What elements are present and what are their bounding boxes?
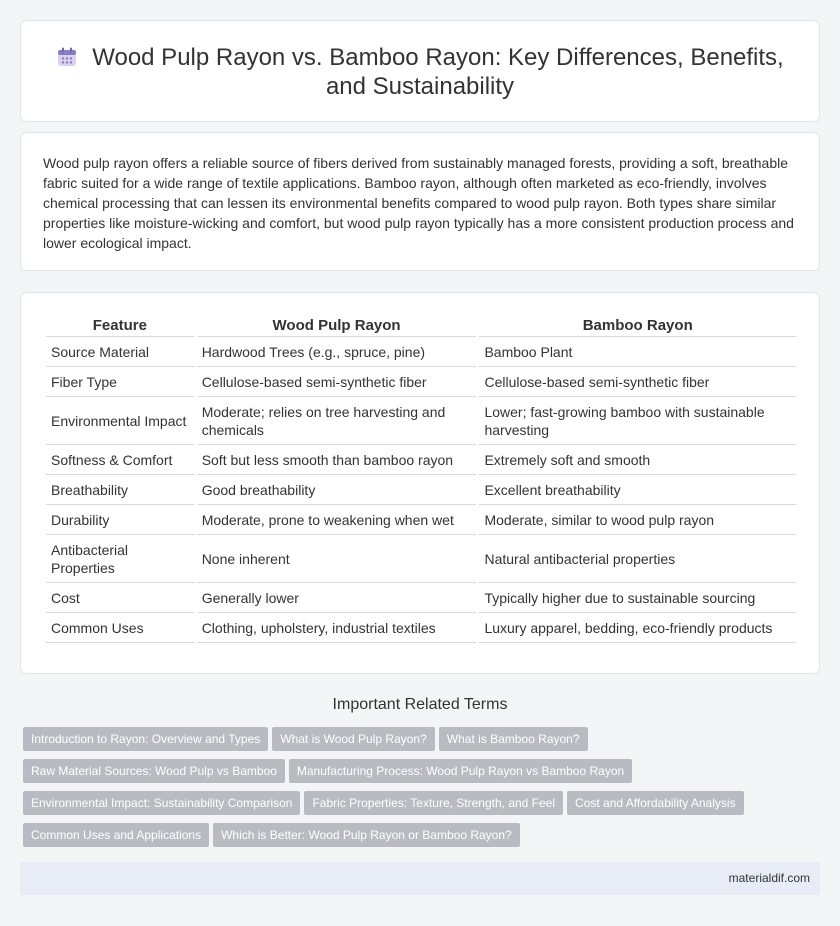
related-term-link[interactable]: What is Wood Pulp Rayon? <box>272 727 435 751</box>
feature-cell: Antibacterial Properties <box>46 535 194 583</box>
table-row <box>46 445 796 475</box>
wood-pulp-cell: Moderate; relies on tree harvesting and chemicals <box>197 397 477 445</box>
wood-pulp-cell: Moderate, prone to weakening when wet <box>197 505 477 535</box>
title-card <box>20 20 820 122</box>
footer <box>20 862 820 895</box>
table-row <box>46 583 796 613</box>
feature-cell: Durability <box>46 505 194 535</box>
intro-paragraph: Wood pulp rayon offers a reliable source of fibers derived from sustainably managed forests, providing a soft, breathable fabric suited for a wide range of textile applications. Bamboo rayon, although often marketed as eco-friendly, involves chemical processing that can lessen its environmental benefits compared to wood pulp rayon. Both types share similar properties like moisture-wicking and comfort, but wood pulp rayon typically has a more consistent production process and lower ecological impact. <box>43 155 794 251</box>
related-term-link[interactable]: Fabric Properties: Texture, Strength, and Feel <box>304 791 563 815</box>
header-feature: Feature <box>46 316 194 337</box>
intro-card <box>20 132 820 271</box>
feature-cell: Softness & Comfort <box>46 445 194 475</box>
page-title <box>21 43 819 101</box>
table-header-row <box>46 316 796 337</box>
tag-row <box>23 791 823 823</box>
feature-cell: Common Uses <box>46 613 194 643</box>
related-term-link[interactable]: What is Bamboo Rayon? <box>439 727 588 751</box>
feature-cell: Breathability <box>46 475 194 505</box>
related-term-link[interactable]: Introduction to Rayon: Overview and Types <box>23 727 268 751</box>
feature-cell: Source Material <box>46 337 194 367</box>
feature-cell: Cost <box>46 583 194 613</box>
title-line-2: and Sustainability <box>325 73 515 100</box>
footer-site-link[interactable]: materialdif.com <box>728 871 810 885</box>
tag-row <box>23 823 823 855</box>
related-term-link[interactable]: Manufacturing Process: Wood Pulp Rayon vs Bamboo Rayon <box>289 759 632 783</box>
table-row <box>46 613 796 643</box>
related-term-link[interactable]: Which is Better: Wood Pulp Rayon or Bamboo Rayon? <box>213 823 520 847</box>
bamboo-cell: Typically higher due to sustainable sourcing <box>479 583 796 613</box>
header-wood-pulp-rayon: Wood Pulp Rayon <box>197 316 477 337</box>
wood-pulp-cell: Good breathability <box>197 475 477 505</box>
bamboo-cell: Extremely soft and smooth <box>479 445 796 475</box>
table-row <box>46 367 796 397</box>
table-row <box>46 337 796 367</box>
related-term-link[interactable]: Environmental Impact: Sustainability Comparison <box>23 791 300 815</box>
related-term-link[interactable]: Raw Material Sources: Wood Pulp vs Bamboo <box>23 759 285 783</box>
table-row <box>46 397 796 445</box>
wood-pulp-cell: Soft but less smooth than bamboo rayon <box>197 445 477 475</box>
bamboo-cell: Moderate, similar to wood pulp rayon <box>479 505 796 535</box>
bamboo-cell: Luxury apparel, bedding, eco-friendly products <box>479 613 796 643</box>
tag-row <box>23 759 823 791</box>
wood-pulp-cell: None inherent <box>197 535 477 583</box>
related-terms-heading: Important Related Terms <box>332 696 508 713</box>
tag-row <box>23 727 823 759</box>
related-term-link[interactable]: Cost and Affordability Analysis <box>567 791 744 815</box>
bamboo-cell: Bamboo Plant <box>479 337 796 367</box>
bamboo-cell: Excellent breathability <box>479 475 796 505</box>
bamboo-cell: Lower; fast-growing bamboo with sustainable harvesting <box>479 397 796 445</box>
table-row <box>46 505 796 535</box>
wood-pulp-cell: Clothing, upholstery, industrial textiles <box>197 613 477 643</box>
bamboo-cell: Natural antibacterial properties <box>479 535 796 583</box>
wood-pulp-cell: Cellulose-based semi-synthetic fiber <box>197 367 477 397</box>
related-term-link[interactable]: Common Uses and Applications <box>23 823 209 847</box>
feature-cell: Environmental Impact <box>46 397 194 445</box>
wood-pulp-cell: Hardwood Trees (e.g., spruce, pine) <box>197 337 477 367</box>
title-line-1: Wood Pulp Rayon vs. Bamboo Rayon: Key Differences, Benefits, <box>92 44 784 71</box>
table-row <box>46 535 796 583</box>
related-terms-list <box>23 727 823 855</box>
wood-pulp-cell: Generally lower <box>197 583 477 613</box>
comparison-table <box>43 316 799 643</box>
table-row <box>46 475 796 505</box>
header-bamboo-rayon: Bamboo Rayon <box>479 316 796 337</box>
comparison-card <box>20 292 820 674</box>
feature-cell: Fiber Type <box>46 367 194 397</box>
bamboo-cell: Cellulose-based semi-synthetic fiber <box>479 367 796 397</box>
calendar-icon <box>56 46 78 68</box>
